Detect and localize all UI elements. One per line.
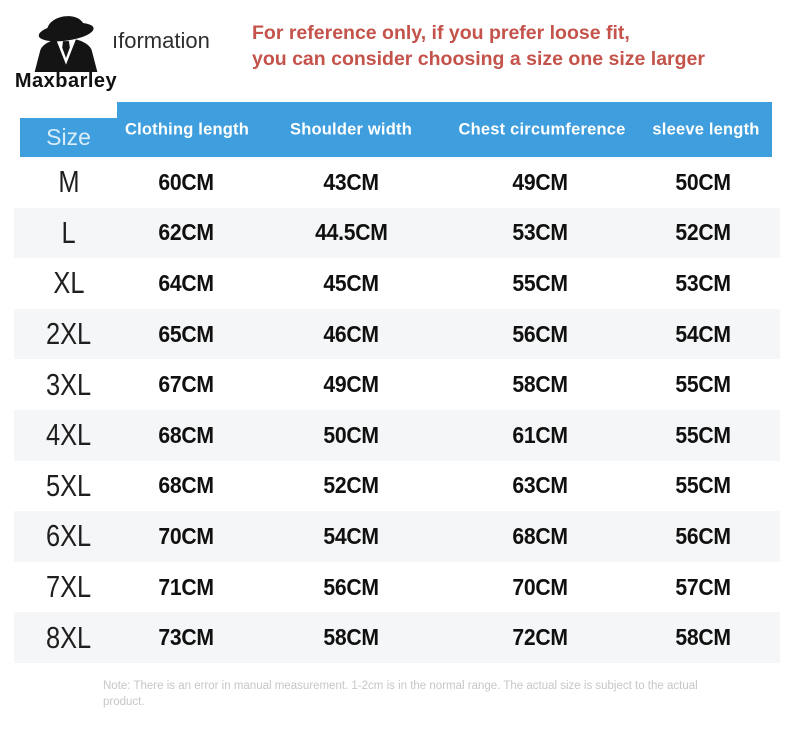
size-cell bbox=[14, 316, 124, 352]
measurement-value: 54CM bbox=[675, 320, 731, 347]
measurement-value: 44.5CM bbox=[314, 219, 388, 246]
chest-circumference-cell bbox=[454, 270, 626, 297]
measurement-value: 49CM bbox=[323, 371, 379, 398]
measurement-value: 58CM bbox=[323, 624, 379, 651]
measurement-value: 49CM bbox=[512, 168, 568, 195]
clothing-length-cell bbox=[124, 169, 248, 196]
table-row bbox=[14, 258, 780, 309]
measurement-value: 55CM bbox=[675, 371, 731, 398]
measurement-value: 68CM bbox=[158, 421, 214, 448]
measurement-value: 55CM bbox=[512, 269, 568, 296]
chest-circumference-cell bbox=[454, 624, 626, 651]
size-cell bbox=[14, 569, 124, 605]
measurement-value: 73CM bbox=[158, 624, 214, 651]
sleeve-length-cell bbox=[626, 219, 780, 246]
table-row bbox=[14, 309, 780, 360]
size-table-body bbox=[14, 157, 780, 663]
measurement-value: 55CM bbox=[675, 472, 731, 499]
sleeve-length-cell bbox=[626, 321, 780, 348]
measurement-value: 50CM bbox=[323, 421, 379, 448]
size-cell bbox=[14, 417, 124, 453]
person-with-wide-brim-hat-icon bbox=[24, 6, 108, 72]
measurement-value: 43CM bbox=[323, 168, 379, 195]
table-row bbox=[14, 562, 780, 613]
size-label: L bbox=[61, 214, 77, 250]
clothing-length-cell bbox=[124, 422, 248, 449]
column-header-clothing-length: Clothing length bbox=[125, 120, 249, 138]
measurement-value: 50CM bbox=[675, 168, 731, 195]
clothing-length-cell bbox=[124, 624, 248, 651]
chest-circumference-cell bbox=[454, 574, 626, 601]
table-row bbox=[14, 461, 780, 512]
size-information-title-partial: ıformation bbox=[112, 28, 210, 53]
measurement-value: 57CM bbox=[675, 573, 731, 600]
brand-logo bbox=[14, 6, 118, 93]
column-header-size bbox=[20, 118, 117, 157]
shoulder-width-cell bbox=[248, 219, 454, 246]
measurement-value: 56CM bbox=[323, 573, 379, 600]
size-label: 5XL bbox=[46, 467, 92, 503]
measurement-value: 45CM bbox=[323, 269, 379, 296]
chest-circumference-cell bbox=[454, 321, 626, 348]
table-header-band bbox=[117, 102, 772, 157]
chest-circumference-cell bbox=[454, 169, 626, 196]
measurement-value: 56CM bbox=[512, 320, 568, 347]
size-cell bbox=[14, 215, 124, 251]
size-notice-line-2: you can consider choosing a size one size larger bbox=[252, 48, 705, 70]
shoulder-width-cell bbox=[248, 270, 454, 297]
size-label: M bbox=[58, 164, 80, 200]
size-label: 8XL bbox=[46, 619, 92, 655]
sleeve-length-cell bbox=[626, 574, 780, 601]
measurement-value: 46CM bbox=[323, 320, 379, 347]
chest-circumference-cell bbox=[454, 422, 626, 449]
sleeve-length-cell bbox=[626, 371, 780, 398]
size-notice bbox=[252, 20, 705, 72]
table-row bbox=[14, 410, 780, 461]
measurement-value: 55CM bbox=[675, 421, 731, 448]
shoulder-width-cell bbox=[248, 472, 454, 499]
measurement-value: 64CM bbox=[158, 269, 214, 296]
measurement-value: 62CM bbox=[158, 219, 214, 246]
sleeve-length-cell bbox=[626, 169, 780, 196]
measurement-value: 70CM bbox=[158, 522, 214, 549]
chest-circumference-cell bbox=[454, 472, 626, 499]
size-cell bbox=[14, 620, 124, 656]
measurement-value: 67CM bbox=[158, 371, 214, 398]
shoulder-width-cell bbox=[248, 422, 454, 449]
measurement-value: 56CM bbox=[675, 522, 731, 549]
measurement-value: 68CM bbox=[158, 472, 214, 499]
measurement-disclaimer-note: Note: There is an error in manual measurement. 1-2cm is in the normal range. The actual size is subject to the actual product. bbox=[103, 680, 698, 708]
size-label: 7XL bbox=[46, 569, 92, 605]
shoulder-width-cell bbox=[248, 624, 454, 651]
shoulder-width-cell bbox=[248, 523, 454, 550]
measurement-value: 53CM bbox=[675, 269, 731, 296]
size-cell bbox=[14, 164, 124, 200]
chest-circumference-cell bbox=[454, 371, 626, 398]
shoulder-width-cell bbox=[248, 574, 454, 601]
measurement-value: 58CM bbox=[512, 371, 568, 398]
size-label: 6XL bbox=[46, 518, 92, 554]
shoulder-width-cell bbox=[248, 321, 454, 348]
size-cell bbox=[14, 367, 124, 403]
measurement-value: 52CM bbox=[323, 472, 379, 499]
clothing-length-cell bbox=[124, 270, 248, 297]
measurement-value: 60CM bbox=[158, 168, 214, 195]
measurement-value: 58CM bbox=[675, 624, 731, 651]
measurement-value: 54CM bbox=[323, 522, 379, 549]
column-header-shoulder-width: Shoulder width bbox=[290, 120, 412, 138]
sleeve-length-cell bbox=[626, 270, 780, 297]
size-label: 2XL bbox=[46, 316, 92, 352]
size-label: 3XL bbox=[46, 366, 92, 402]
clothing-length-cell bbox=[124, 574, 248, 601]
brand-name: Maxbarley bbox=[14, 70, 118, 92]
shoulder-width-cell bbox=[248, 371, 454, 398]
measurement-value: 61CM bbox=[512, 421, 568, 448]
measurement-value: 63CM bbox=[512, 472, 568, 499]
sleeve-length-cell bbox=[626, 422, 780, 449]
clothing-length-cell bbox=[124, 219, 248, 246]
measurement-value: 72CM bbox=[512, 624, 568, 651]
size-label: XL bbox=[53, 265, 85, 301]
sleeve-length-cell bbox=[626, 624, 780, 651]
table-row bbox=[14, 157, 780, 208]
clothing-length-cell bbox=[124, 371, 248, 398]
table-row bbox=[14, 359, 780, 410]
size-cell bbox=[14, 468, 124, 504]
size-header-label: Size bbox=[46, 124, 91, 150]
table-row bbox=[14, 208, 780, 259]
clothing-length-cell bbox=[124, 472, 248, 499]
measurement-value: 52CM bbox=[675, 219, 731, 246]
sleeve-length-cell bbox=[626, 523, 780, 550]
column-header-sleeve-length: sleeve length bbox=[652, 120, 760, 138]
measurement-value: 71CM bbox=[158, 573, 214, 600]
size-label: 4XL bbox=[46, 417, 92, 453]
size-cell bbox=[14, 518, 124, 554]
measurement-value: 53CM bbox=[512, 219, 568, 246]
column-header-chest-circumference: Chest circumference bbox=[458, 120, 626, 138]
size-notice-line-1: For reference only, if you prefer loose fit, bbox=[252, 22, 630, 44]
clothing-length-cell bbox=[124, 321, 248, 348]
sleeve-length-cell bbox=[626, 472, 780, 499]
table-row bbox=[14, 612, 780, 663]
measurement-value: 65CM bbox=[158, 320, 214, 347]
table-row bbox=[14, 511, 780, 562]
shoulder-width-cell bbox=[248, 169, 454, 196]
clothing-length-cell bbox=[124, 523, 248, 550]
measurement-value: 70CM bbox=[512, 573, 568, 600]
chest-circumference-cell bbox=[454, 523, 626, 550]
chest-circumference-cell bbox=[454, 219, 626, 246]
measurement-value: 68CM bbox=[512, 522, 568, 549]
size-cell bbox=[14, 265, 124, 301]
